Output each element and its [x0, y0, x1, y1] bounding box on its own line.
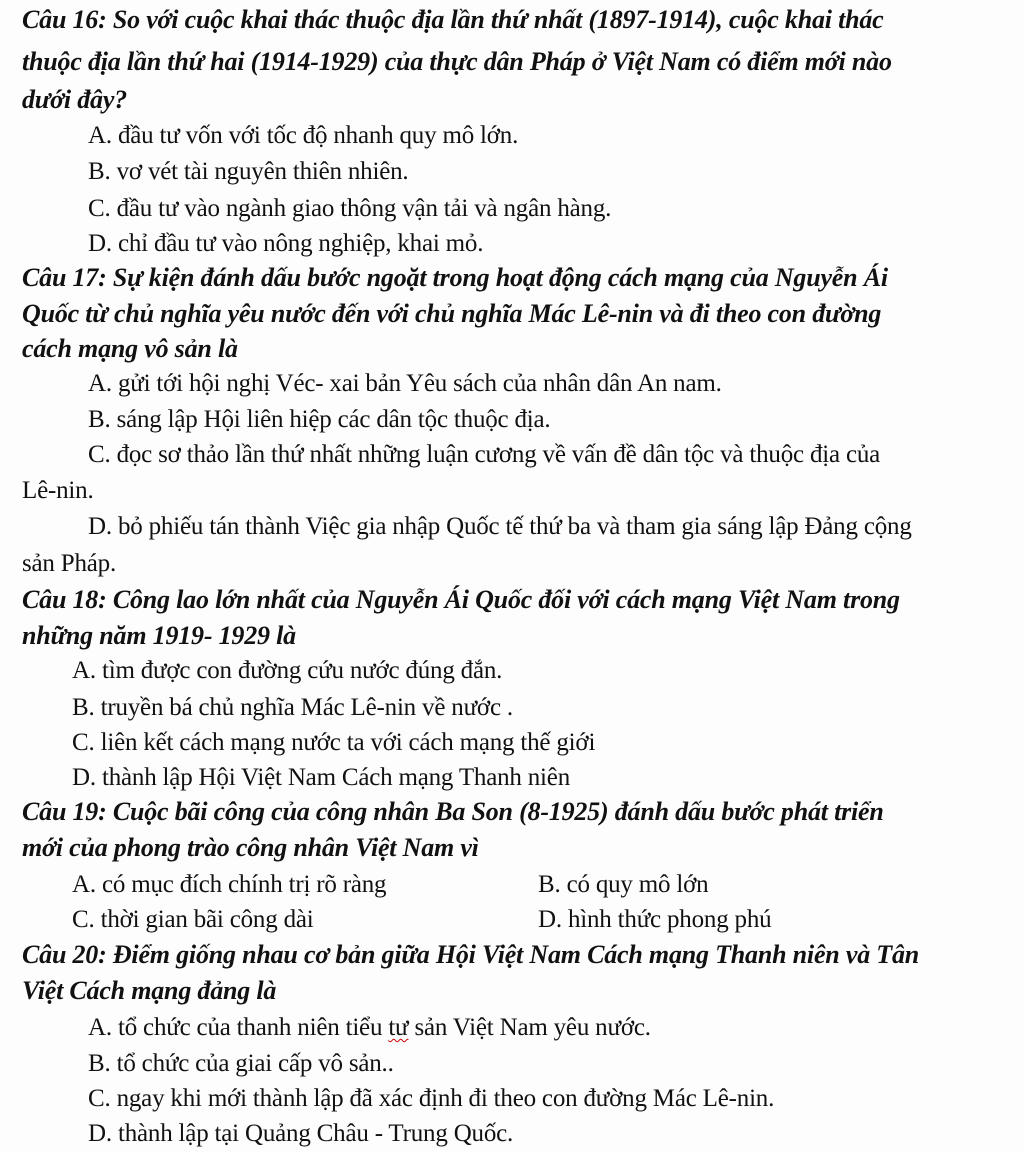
question-17-stem-line-3: cách mạng vô sản là: [22, 334, 238, 363]
question-17-option-a: A. gửi tới hội nghị Véc- xai bản Yêu sách của nhân dân An nam.: [88, 370, 722, 397]
question-17-option-b: B. sáng lập Hội liên hiệp các dân tộc thuộc địa.: [88, 406, 551, 433]
question-20-option-a-after: sản Việt Nam yêu nước.: [408, 1014, 651, 1041]
question-17-option-c: C. đọc sơ thảo lần thứ nhất những luận cương về vấn đề dân tộc và thuộc địa của: [88, 441, 881, 468]
question-16-option-d: D. chỉ đầu tư vào nông nghiệp, khai mỏ.: [88, 230, 484, 257]
question-20-option-a: [88, 1012, 651, 1044]
question-17-option-d: D. bỏ phiếu tán thành Việc gia nhập Quốc tế thứ ba và tham gia sáng lập Đảng cộng: [88, 513, 912, 540]
question-16-option-a: A. đầu tư vốn với tốc độ nhanh quy mô lớn.: [88, 122, 519, 149]
question-17-stem-line-1: Câu 17: Sự kiện đánh dấu bước ngoặt trong hoạt động cách mạng của Nguyễn Ái: [22, 263, 888, 292]
question-18-option-c: C. liên kết cách mạng nước ta với cách mạng thế giới: [72, 729, 596, 756]
question-16-option-b: B. vơ vét tài nguyên thiên nhiên.: [88, 158, 409, 185]
question-19-option-a: A. có mục đích chính trị rõ ràng: [72, 871, 387, 898]
question-16-stem-line-1: Câu 16: So với cuộc khai thác thuộc địa lần thứ nhất (1897-1914), cuộc khai thác: [22, 5, 884, 34]
question-19-option-c: C. thời gian bãi công dài: [72, 906, 314, 933]
question-17-option-d-continued: sản Pháp.: [22, 550, 117, 577]
question-18-stem-line-2: những năm 1919- 1929 là: [22, 621, 296, 650]
question-16-stem-line-3: dưới đây?: [22, 85, 127, 114]
question-20-option-b: B. tổ chức của giai cấp vô sản..: [88, 1050, 394, 1077]
question-18-stem-line-1: Câu 18: Công lao lớn nhất của Nguyễn Ái Quốc đối với cách mạng Việt Nam trong: [22, 585, 900, 614]
question-20-option-c: C. ngay khi mới thành lập đã xác định đi theo con đường Mác Lê-nin.: [88, 1085, 775, 1112]
question-19-option-d: D. hình thức phong phú: [538, 906, 772, 933]
question-19-option-b: B. có quy mô lớn: [538, 871, 709, 898]
question-19-stem-line-1: Câu 19: Cuộc bãi công của công nhân Ba Son (8-1925) đánh dấu bước phát triển: [22, 797, 884, 826]
question-16-stem-line-2: thuộc địa lần thứ hai (1914-1929) của thực dân Pháp ở Việt Nam có điểm mới nào: [22, 47, 892, 76]
question-16-option-c: C. đầu tư vào ngành giao thông vận tải và ngân hàng.: [88, 195, 612, 222]
question-17-option-c-continued: Lê-nin.: [22, 477, 94, 504]
question-18-option-a: A. tìm được con đường cứu nước đúng đắn.: [72, 657, 503, 684]
spellcheck-marked-word: tư: [388, 1014, 409, 1041]
question-20-option-a-before: A. tổ chức của thanh niên tiểu: [88, 1014, 389, 1041]
question-18-option-b: B. truyền bá chủ nghĩa Mác Lê-nin về nước .: [72, 694, 513, 721]
question-20-stem-line-2: Việt Cách mạng đảng là: [22, 976, 277, 1005]
question-20-option-d: D. thành lập tại Quảng Châu - Trung Quốc.: [88, 1120, 514, 1147]
question-19-stem-line-2: mới của phong trào công nhân Việt Nam vì: [22, 833, 479, 862]
question-17-stem-line-2: Quốc từ chủ nghĩa yêu nước đến với chủ nghĩa Mác Lê-nin và đi theo con đường: [22, 299, 882, 328]
question-18-option-d: D. thành lập Hội Việt Nam Cách mạng Thanh niên: [72, 764, 570, 791]
question-20-stem-line-1: Câu 20: Điểm giống nhau cơ bản giữa Hội Việt Nam Cách mạng Thanh niên và Tân: [22, 940, 920, 969]
